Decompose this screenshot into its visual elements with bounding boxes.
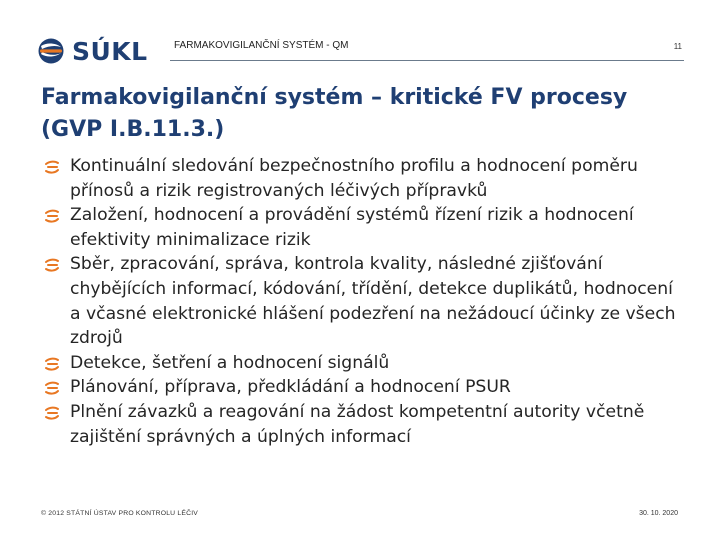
- bullet-text: Detekce, šetření a hodnocení signálů: [70, 352, 390, 373]
- swoosh-bullet-icon: [44, 406, 60, 420]
- page-number: 11: [673, 42, 682, 51]
- slide-title: Farmakovigilanční systém – kritické FV procesy (GVP I.B.11.3.): [41, 85, 628, 142]
- bullet-item: [44, 351, 684, 376]
- header-divider: [170, 60, 684, 61]
- swoosh-bullet-icon: [44, 357, 60, 371]
- swoosh-bullet-icon: [44, 209, 60, 223]
- logo-wordmark: SÚKL: [72, 36, 148, 66]
- bullet-text: Plnění závazků a reagování na žádost kompetentní autority včetně zajištění správných a úplných informací: [70, 401, 645, 447]
- bullet-text: Plánování, příprava, předkládání a hodnocení PSUR: [70, 377, 511, 398]
- bullet-text: Kontinuální sledování bezpečnostního profilu a hodnocení poměru přínosů a rizik registrovaných léčivých přípravků: [70, 156, 638, 201]
- bullet-item: [44, 154, 684, 203]
- sukl-logo: [36, 34, 148, 68]
- bullet-list: [44, 154, 684, 449]
- bullet-text: Sběr, zpracování, správa, kontrola kvality, následné zjišťování chybějících informací, kódování, třídění, detekce duplikátů, hodnocení a včasné elektronické hlášení podezření na nežádoucí účinky ze všech zdrojů: [70, 254, 676, 349]
- swoosh-bullet-icon: [44, 381, 60, 395]
- header-title: FARMAKOVIGILANČNÍ SYSTÉM - QM: [174, 40, 349, 51]
- footer-copyright: © 2012 STÁTNÍ ÚSTAV PRO KONTROLU LÉČIV: [41, 510, 199, 517]
- bullet-item: [44, 252, 684, 350]
- footer-date: 30. 10. 2020: [639, 510, 678, 517]
- bullet-item: [44, 400, 684, 449]
- sukl-logo-icon: [36, 37, 66, 65]
- slide-header: [0, 0, 720, 70]
- swoosh-bullet-icon: [44, 258, 60, 272]
- bullet-text: Založení, hodnocení a provádění systémů řízení rizik a hodnocení efektivity minimalizace rizik: [70, 205, 634, 250]
- swoosh-bullet-icon: [44, 160, 60, 174]
- bullet-item: [44, 203, 684, 252]
- bullet-item: [44, 375, 684, 400]
